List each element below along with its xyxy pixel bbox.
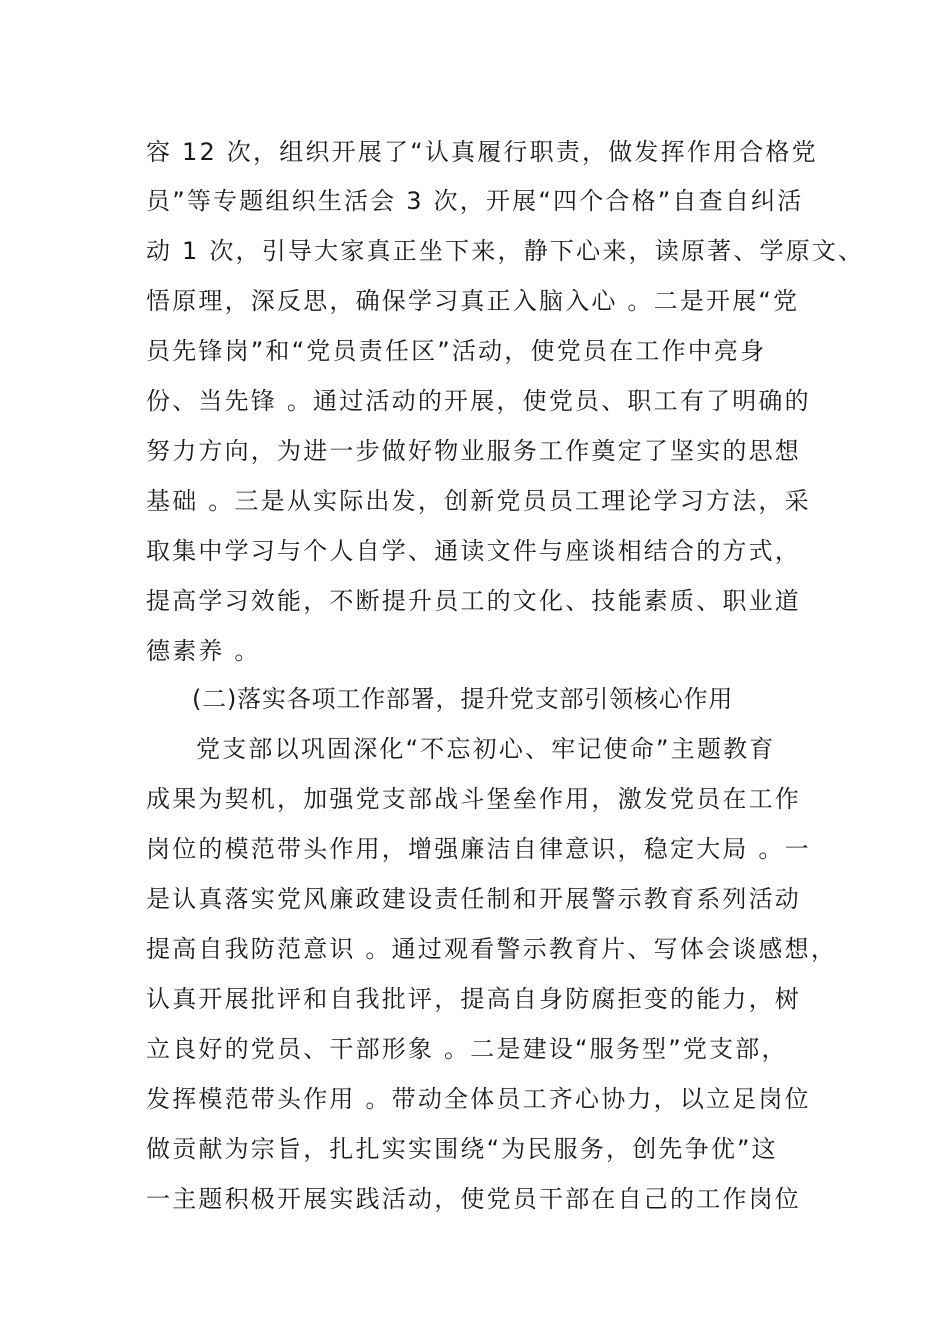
text-line: 悟原理，深反思，确保学习真正入脑入心 。二是开展“党: [146, 287, 800, 315]
text-line: 一主题积极开展实践活动，使党员干部在自己的工作岗位: [146, 1185, 801, 1213]
text-line: 成果为契机，加强党支部战斗堡垒作用，激发党员在工作: [146, 785, 801, 813]
text-line: 努力方向，为进一步做好物业服务工作奠定了坚实的思想: [146, 437, 801, 465]
text-line: 立良好的党员、干部形象 。二是建设“服务型”党支部，: [146, 1035, 788, 1063]
text-line: 做贡献为宗旨，扎扎实实围绕“为民服务，创先争优”这: [146, 1135, 778, 1163]
text-line: 基础 。三是从实际出发，创新党员员工理论学习方法，采: [146, 487, 811, 515]
text-line: 党支部以巩固深化“不忘初心、牢记使命”主题教育: [196, 735, 776, 763]
text-line: 取集中学习与个人自学、通读文件与座谈相结合的方式，: [146, 537, 801, 565]
text-line: 员先锋岗”和“党员责任区”活动，使党员在工作中亮身: [146, 337, 767, 365]
text-line: 德素养 。: [146, 637, 261, 665]
text-line: 员”等专题组织生活会 3 次，开展“四个合格”自查自纠活: [146, 187, 804, 215]
text-line: 提高自我防范意识 。通过观看警示教育片、写体会谈感想，: [146, 935, 838, 963]
text-line: 份、当先锋 。通过活动的开展，使党员、职工有了明确的: [146, 387, 811, 415]
section-heading: (二)落实各项工作部署，提升党支部引领核心作用: [192, 685, 734, 713]
text-line: 发挥模范带头作用 。带动全体员工齐心协力，以立足岗位: [146, 1085, 811, 1113]
text-line: 是认真落实党风廉政建设责任制和开展警示教育系列活动: [146, 885, 801, 913]
text-line: 认真开展批评和自我批评，提高自身防腐拒变的能力，树: [146, 985, 801, 1013]
text-line: 容 12 次，组织开展了“认真履行职责，做发挥作用合格党: [146, 138, 818, 166]
text-line: 提高学习效能，不断提升员工的文化、技能素质、职业道: [146, 587, 801, 615]
text-line: 岗位的模范带头作用，增强廉洁自律意识，稳定大局 。一: [146, 835, 811, 863]
text-line: 动 1 次，引导大家真正坐下来，静下心来，读原著、学原文、: [146, 237, 865, 265]
